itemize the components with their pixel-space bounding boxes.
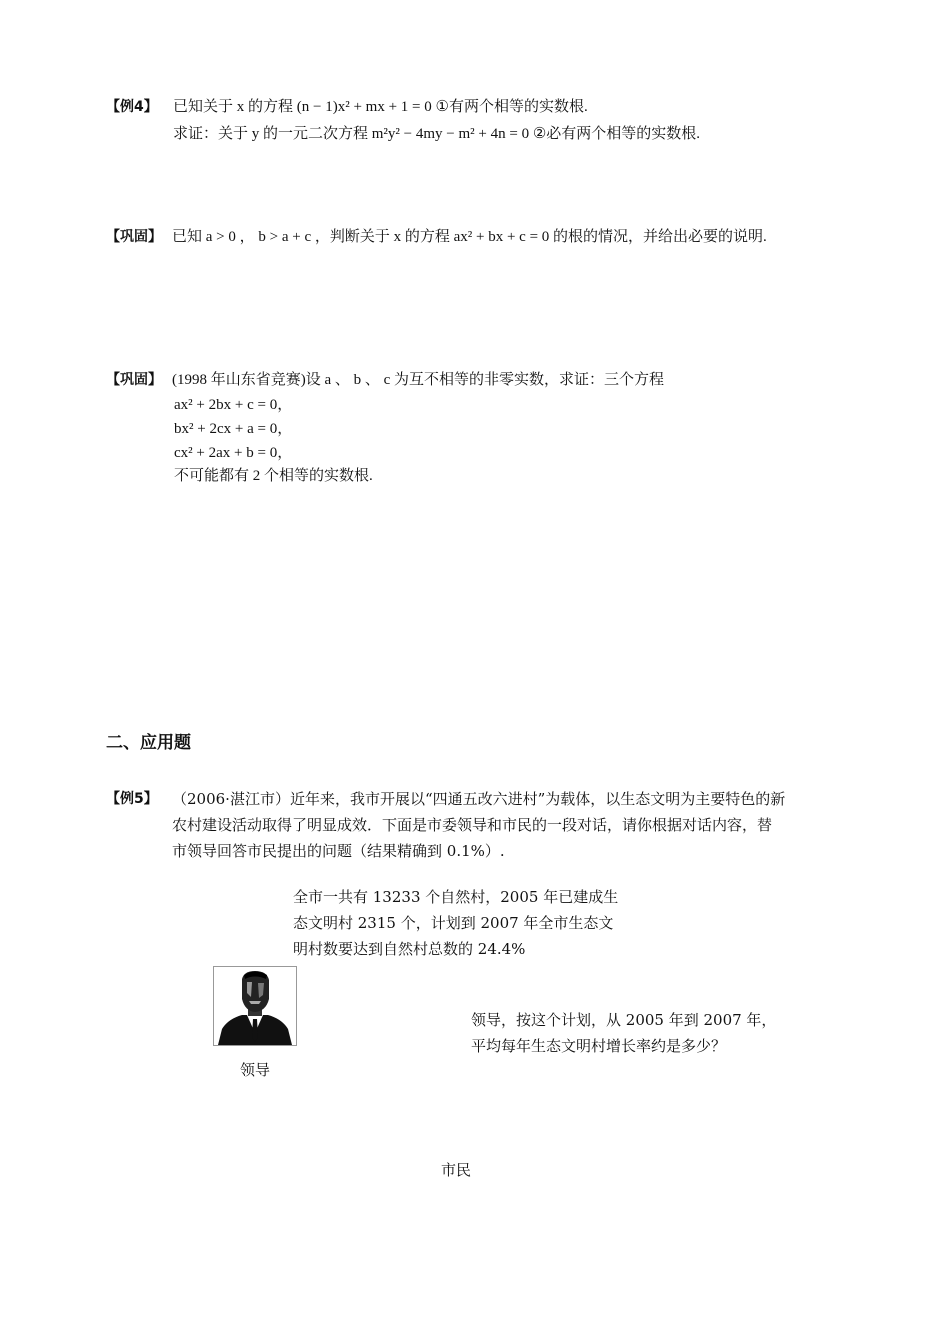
citizen-speech-line-1: 领导，按这个计划，从 2005 年到 2007 年，: [471, 1011, 777, 1029]
example-5-line-3: 市领导回答市民提出的问题（结果精确到 0.1%）.: [172, 842, 505, 860]
consolidate-2-intro: (1998 年山东省竞赛)设 a 、 b 、 c 为互不相等的非零实数，求证：三个方程: [172, 372, 665, 388]
leader-label: 领导: [240, 1061, 271, 1079]
equation-2: bx² + 2cx + a = 0，: [174, 421, 293, 437]
example-4-tag: 【例4】: [106, 99, 158, 115]
citizen-speech-line-2: 平均每年生态文明村增长率约是多少？: [471, 1037, 727, 1055]
section-heading: 二、应用题: [106, 733, 191, 753]
example-5-line-1: （2006·湛江市）近年来，我市开展以“四通五改六进村”为载体，以生态文明为主要特色的新: [172, 790, 786, 808]
leader-speech-line-1: 全市一共有 13233 个自然村，2005 年已建成生: [293, 888, 619, 906]
citizen-label: 市民: [441, 1161, 472, 1179]
example-4-proof-statement: 求证：关于 y 的一元二次方程 m²y² − 4my − m² + 4n = 0 ②必有两个相等的实数根.: [173, 126, 701, 142]
consolidate-1-tag: 【巩固】: [106, 229, 162, 245]
example-5-tag: 【例5】: [106, 791, 158, 807]
leader-speech-line-3: 明村数要达到自然村总数的 24.4%: [293, 940, 526, 958]
equation-3: cx² + 2ax + b = 0，: [174, 445, 293, 461]
leader-speech-line-2: 态文明村 2315 个，计划到 2007 年全市生态文: [293, 914, 614, 932]
example-4-problem: 已知关于 x 的方程 (n − 1)x² + mx + 1 = 0 ①有两个相等的实数根.: [173, 99, 588, 115]
example-5-line-2: 农村建设活动取得了明显成效．下面是市委领导和市民的一段对话，请你根据对话内容，替: [172, 816, 773, 834]
equation-1: ax² + 2bx + c = 0，: [174, 397, 293, 413]
consolidate-2-conclusion: 不可能都有 2 个相等的实数根.: [174, 468, 373, 484]
consolidate-2-tag: 【巩固】: [106, 372, 162, 388]
consolidate-1-problem: 已知 a > 0 ， b > a + c ，判断关于 x 的方程 ax² + bx + c = 0 的根的情况，并给出必要的说明.: [172, 229, 767, 245]
leader-portrait: [213, 966, 297, 1046]
